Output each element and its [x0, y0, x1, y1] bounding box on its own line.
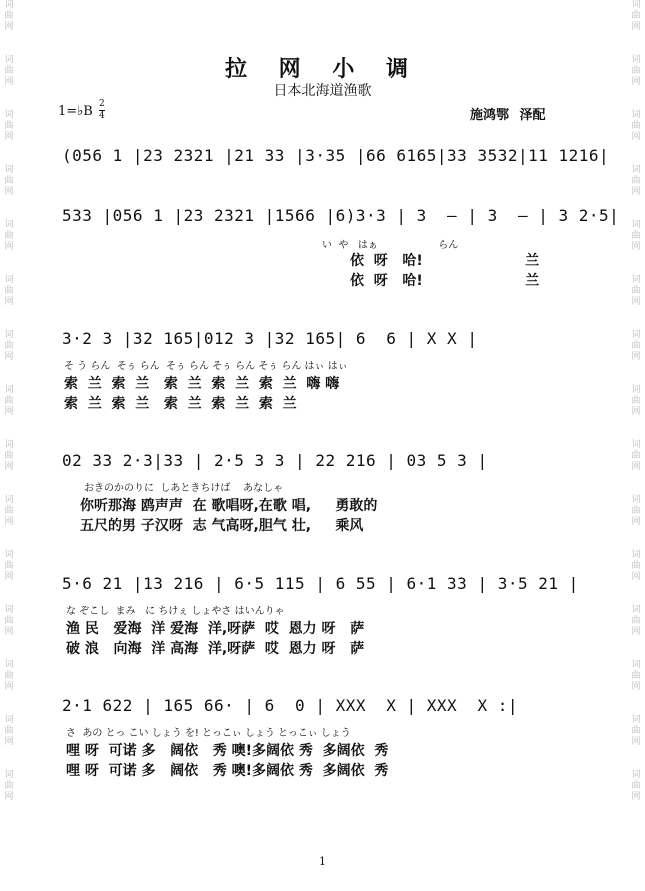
watermark-text: 词 曲 网	[631, 770, 641, 802]
watermark-text: 词 曲 网	[631, 495, 641, 527]
watermark-text: 词 曲 网	[4, 165, 14, 197]
watermark-text: 词 曲 网	[4, 220, 14, 252]
lyric-line-2: 依 呀 哈! 兰	[350, 273, 540, 289]
notation-line: 3·2 3 |32 165|012 3 |32 165| 6 6 | X X |	[62, 329, 478, 348]
watermark-text: 词 曲 网	[631, 715, 641, 747]
song-title: 拉 网 小 调	[225, 56, 420, 82]
meter-bottom: 4	[99, 111, 105, 121]
watermark-text: 词 曲 网	[631, 0, 641, 32]
watermark-text: 词 曲 网	[4, 660, 14, 692]
time-signature	[99, 100, 105, 121]
side-watermark-right	[629, 0, 643, 891]
lyric-line-2: 破 浪 向海 洋 高海 洋,呀萨 哎 恩力 呀 萨	[66, 641, 365, 657]
kana-line: おきのかのりに しあときちけば あなしゃ	[84, 483, 284, 494]
watermark-text: 词 曲 网	[4, 275, 14, 307]
watermark-text: 词 曲 网	[4, 440, 14, 472]
notation-line: 02 33 2·3|33 | 2·5 3 3 | 22 216 | 03 5 3 |	[62, 451, 488, 470]
watermark-text: 词 曲 网	[4, 715, 14, 747]
watermark-text: 词 曲 网	[631, 605, 641, 637]
lyric-line-1: 索 兰 索 兰 索 兰 索 兰 索 兰 嗨 嗨	[64, 376, 340, 392]
watermark-text: 词 曲 网	[4, 550, 14, 582]
lyric-line-1: 你听那海 鸥声声 在 歌唱呀,在歌 唱, 勇敢的	[80, 498, 378, 514]
kana-line: い や はぁ らん	[322, 240, 459, 251]
watermark-text: 词 曲 网	[631, 55, 641, 87]
watermark-text: 词 曲 网	[631, 275, 641, 307]
kana-line: な ぞこし まみ に ちけぇ しょやさ はいんりゃ	[66, 606, 285, 617]
notation-line: 533 |056 1 |23 2321 |1566 |6)3·3 | 3 – | 3 – | 3 2·5|	[62, 206, 620, 225]
watermark-text: 词 曲 网	[631, 385, 641, 417]
watermark-text: 词 曲 网	[631, 550, 641, 582]
key-signature: 1=♭B	[58, 104, 93, 119]
lyric-line-1: 依 呀 哈! 兰	[350, 253, 540, 269]
notation-line: (056 1 |23 2321 |21 33 |3·35 |66 6165|33 3532|11 1216|	[62, 146, 610, 165]
watermark-text: 词 曲 网	[4, 495, 14, 527]
watermark-text: 词 曲 网	[4, 770, 14, 802]
watermark-text: 词 曲 网	[4, 0, 14, 32]
kana-line: そ う らん そぅ らん そぅ らん そぅ らん そぅ らん はぃ はぃ	[64, 361, 348, 372]
song-subtitle: 日本北海道渔歌	[273, 83, 372, 99]
watermark-text: 词 曲 网	[631, 440, 641, 472]
side-watermark-left	[2, 0, 16, 891]
watermark-text: 词 曲 网	[4, 385, 14, 417]
watermark-text: 词 曲 网	[631, 165, 641, 197]
lyric-line-2: 五尺的男 子汉呀 志 气高呀,胆气 壮, 乘风	[80, 518, 364, 534]
notation-line: 5·6 21 |13 216 | 6·5 115 | 6 55 | 6·1 33 | 3·5 21 |	[62, 574, 579, 593]
kana-line: さ あの とっ こい しょう を! とっこぃ しょう とっこぃ しょう	[66, 728, 351, 739]
notation-line: 2·1 622 | 165 66· | 6 0 | XXX X | XXX X :|	[62, 696, 518, 715]
meter-top: 2	[99, 99, 105, 109]
lyric-line-2: 索 兰 索 兰 索 兰 索 兰 索 兰	[64, 396, 297, 412]
arranger-credit: 施鸿鄂 泽配	[470, 108, 546, 123]
lyric-line-1: 哩 呀 可诺 多 阔依 秀 噢!多阔依 秀 多阔依 秀	[66, 743, 389, 759]
watermark-text: 词 曲 网	[631, 220, 641, 252]
lyric-line-1: 渔 民 爱海 洋 爱海 洋,呀萨 哎 恩力 呀 萨	[66, 621, 365, 637]
watermark-text: 词 曲 网	[631, 110, 641, 142]
lyric-line-2: 哩 呀 可诺 多 阔依 秀 噢!多阔依 秀 多阔依 秀	[66, 763, 389, 779]
page-number: 1	[319, 855, 326, 868]
watermark-text: 词 曲 网	[631, 330, 641, 362]
watermark-text: 词 曲 网	[4, 110, 14, 142]
watermark-text: 词 曲 网	[4, 330, 14, 362]
watermark-text: 词 曲 网	[4, 605, 14, 637]
watermark-text: 词 曲 网	[4, 55, 14, 87]
watermark-text: 词 曲 网	[631, 660, 641, 692]
